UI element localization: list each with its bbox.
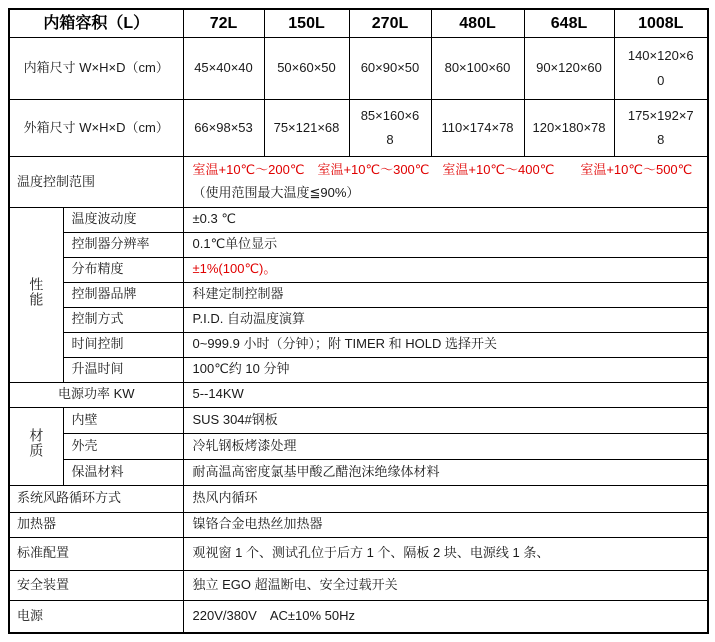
material-row [9,459,708,485]
col-header-72l: 72L [183,9,264,38]
performance-value: P.I.D. 自动温度演算 [183,307,708,332]
product-spec-table [8,8,709,634]
temp-range-note: （使用范围最大温度≦90%） [192,162,706,200]
air-circulation-label: 系统风路循环方式 [9,485,183,512]
performance-sub-label: 时间控制 [63,332,183,357]
power-supply-value: 220V/380V AC±10% 50Hz [183,600,708,633]
col-header-648l: 648L [524,9,614,38]
performance-row [9,207,708,232]
outer-size-value: 110×174×78 [431,100,524,157]
inner-size-value: 60×90×50 [349,38,431,100]
col-header-270l: 270L [349,9,431,38]
inner-size-value: 90×120×60 [524,38,614,100]
temp-range-row [9,157,708,208]
performance-row [9,357,708,382]
outer-size-value: 75×121×68 [264,100,349,157]
col-header-1008l: 1008L [614,9,708,38]
heater-row [9,512,708,537]
header-row [9,9,708,38]
material-group-label: 材质 [9,407,63,485]
inner-size-value: 140×120×60 [614,38,708,100]
material-row [9,407,708,433]
performance-sub-label: 控制器品牌 [63,282,183,307]
material-value: SUS 304#钢板 [183,407,708,433]
performance-value: ±0.3 ℃ [183,207,708,232]
material-sub-label: 保温材料 [63,459,183,485]
inner-size-label: 内箱尺寸 W×H×D（cm） [9,38,183,100]
power-supply-label: 电源 [9,600,183,633]
material-value: 冷轧钢板烤漆处理 [183,433,708,459]
inner-size-value: 80×100×60 [431,38,524,100]
material-sub-label: 外壳 [63,433,183,459]
performance-value: 科建定制控制器 [183,282,708,307]
power-rating-row [9,382,708,407]
performance-value: 0~999.9 小时（分钟）；附 TIMER 和 HOLD 选择开关 [183,332,708,357]
standard-config-label: 标准配置 [9,537,183,570]
performance-group-label: 性能 [9,207,63,382]
air-circulation-row [9,485,708,512]
air-circulation-value: 热风内循环 [183,485,708,512]
col-header-480l: 480L [431,9,524,38]
standard-config-row [9,537,708,570]
outer-size-label: 外箱尺寸 W×H×D（cm） [9,100,183,157]
outer-size-row [9,100,708,157]
performance-value: 100℃约 10 分钟 [183,357,708,382]
safety-device-label: 安全装置 [9,570,183,600]
performance-row [9,332,708,357]
performance-value-accuracy: ±1%(100℃)。 [183,257,708,282]
outer-size-value: 175×192×78 [614,100,708,157]
material-row [9,433,708,459]
inner-size-value: 45×40×40 [183,38,264,100]
temp-range-label: 温度控制范围 [9,157,183,208]
power-rating-value: 5--14KW [183,382,708,407]
inner-size-row [9,38,708,100]
outer-size-value: 66×98×53 [183,100,264,157]
safety-device-value: 独立 EGO 超温断电、安全过载开关 [183,570,708,600]
temp-range-value [183,157,708,208]
heater-value: 镍铬合金电热丝加热器 [183,512,708,537]
performance-row [9,232,708,257]
performance-sub-label: 温度波动度 [63,207,183,232]
performance-row [9,257,708,282]
performance-row [9,307,708,332]
inner-size-value: 50×60×50 [264,38,349,100]
outer-size-value: 85×160×68 [349,100,431,157]
material-value: 耐高温高密度氯基甲酸乙醋泡沫绝缘体材料 [183,459,708,485]
capacity-header-cell: 内箱容积（L） [9,9,183,38]
performance-sub-label: 控制方式 [63,307,183,332]
power-rating-label: 电源功率 KW [9,382,183,407]
material-sub-label: 内壁 [63,407,183,433]
performance-row [9,282,708,307]
safety-device-row [9,570,708,600]
performance-sub-label: 控制器分辨率 [63,232,183,257]
standard-config-value: 观视窗 1 个、测试孔位于后方 1 个、隔板 2 块、电源线 1 条、 [183,537,708,570]
col-header-150l: 150L [264,9,349,38]
temp-range-red-text: 室温+10℃～200℃ 室温+10℃～300℃ 室温+10℃～400℃ 室温+10℃～500℃ [192,162,693,178]
heater-label: 加热器 [9,512,183,537]
outer-size-value: 120×180×78 [524,100,614,157]
performance-value: 0.1℃单位显示 [183,232,708,257]
performance-sub-label: 分布精度 [63,257,183,282]
performance-sub-label: 升温时间 [63,357,183,382]
power-supply-row [9,600,708,633]
